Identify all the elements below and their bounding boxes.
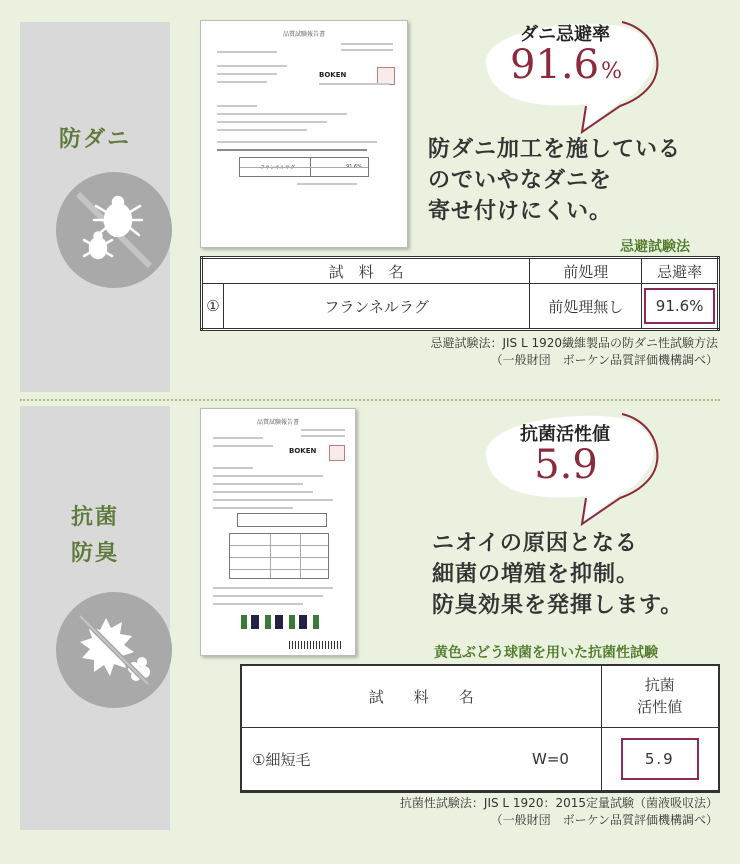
antibacterial-method-title: 黄色ぶどう球菌を用いた抗菌性試験	[434, 645, 658, 661]
mite-repellency-value	[486, 42, 646, 88]
row-pretreatment: 前処理無し	[530, 284, 642, 330]
table-bottom-edge	[240, 790, 720, 793]
doc-row-label: フランネルラグ	[260, 165, 295, 171]
side-panel-anti-mite	[20, 22, 170, 392]
crossed-bacteria-icon	[56, 592, 172, 708]
antibacterial-activity-value: 5.9	[534, 442, 598, 488]
antibacterial-label	[20, 500, 170, 572]
boken-logo: BOKEN	[319, 71, 347, 79]
test-report-document-antibacterial	[200, 408, 356, 656]
row-repellency-cell	[642, 284, 719, 330]
antibacterial-description	[432, 528, 683, 621]
row-sample-name: フランネルラグ	[224, 284, 530, 330]
doc-table	[229, 533, 329, 579]
description-line: 寄せ付けにくい。	[428, 199, 613, 224]
table-header-repellency: 忌避率	[642, 258, 719, 284]
barcode	[289, 641, 343, 649]
table-header-sample: 試 料 名	[241, 665, 601, 727]
mite-bubble-label: ダニ忌避率	[520, 24, 610, 45]
row-activity-cell	[601, 727, 719, 791]
doc-row-value: 91.6%	[346, 164, 362, 170]
crossed-mite-icon	[56, 172, 172, 288]
table-header-pretreatment: 前処理	[530, 258, 642, 284]
anti-mite-description	[428, 134, 681, 227]
row-activity-value: 5.9	[621, 738, 699, 780]
repellency-notes	[430, 335, 718, 369]
note-line: （一般財団 ボーケン品質評価機構調べ）	[490, 813, 718, 827]
label-line: 防臭	[70, 541, 119, 566]
description-line: 細菌の増殖を抑制。	[432, 562, 640, 587]
certification-logos	[241, 615, 321, 629]
doc-table	[239, 157, 369, 177]
side-panel-antibacterial	[20, 406, 170, 830]
antibacterial-notes	[400, 795, 718, 829]
row-repellency-value: 91.6%	[644, 288, 716, 324]
row-weight: W=0	[532, 749, 569, 768]
antibacterial-bubble-label: 抗菌活性値	[520, 424, 610, 445]
header-line: 抗菌	[644, 676, 675, 695]
description-line: 防臭効果を発揮します。	[432, 593, 684, 618]
doc-title: 品質試験報告書	[256, 419, 299, 426]
description-line: ニオイの原因となる	[432, 531, 638, 556]
doc-table	[237, 513, 327, 527]
repellency-method-title: 忌避試験法	[620, 239, 690, 255]
description-line: 防ダニ加工を施している	[428, 137, 682, 162]
note-line: 忌避試験法：JIS L 1920繊維製品の防ダニ性試験方法	[430, 336, 718, 350]
mite-value-number: 91.6	[510, 42, 600, 88]
boken-logo: BOKEN	[289, 447, 317, 455]
description-line: のでいやなダニを	[428, 168, 613, 193]
anti-mite-label: 防ダニ	[58, 127, 131, 152]
table-header-sample: 試 料 名	[202, 258, 530, 284]
row-sample-name: ①細短毛	[252, 750, 311, 769]
seal-stamp	[329, 445, 345, 461]
header-line: 活性値	[637, 698, 683, 717]
bacteria-icon-circle	[56, 592, 172, 708]
row-number: ①	[202, 284, 224, 330]
test-report-document-mite	[200, 20, 408, 248]
label-line: 抗菌	[70, 505, 119, 530]
repellency-result-table	[200, 256, 720, 331]
antibacterial-result-table	[240, 664, 720, 792]
row-sample-cell	[241, 727, 601, 791]
note-line: 抗菌性試験法：JIS L 1920：2015定量試験（菌液吸収法）	[399, 796, 718, 810]
doc-title: 品質試験報告書	[282, 31, 325, 38]
mite-value-unit: %	[601, 59, 622, 84]
table-header-activity	[601, 665, 719, 727]
note-line: （一般財団 ボーケン品質評価機構調べ）	[490, 353, 718, 367]
mite-icon-circle	[56, 172, 172, 288]
